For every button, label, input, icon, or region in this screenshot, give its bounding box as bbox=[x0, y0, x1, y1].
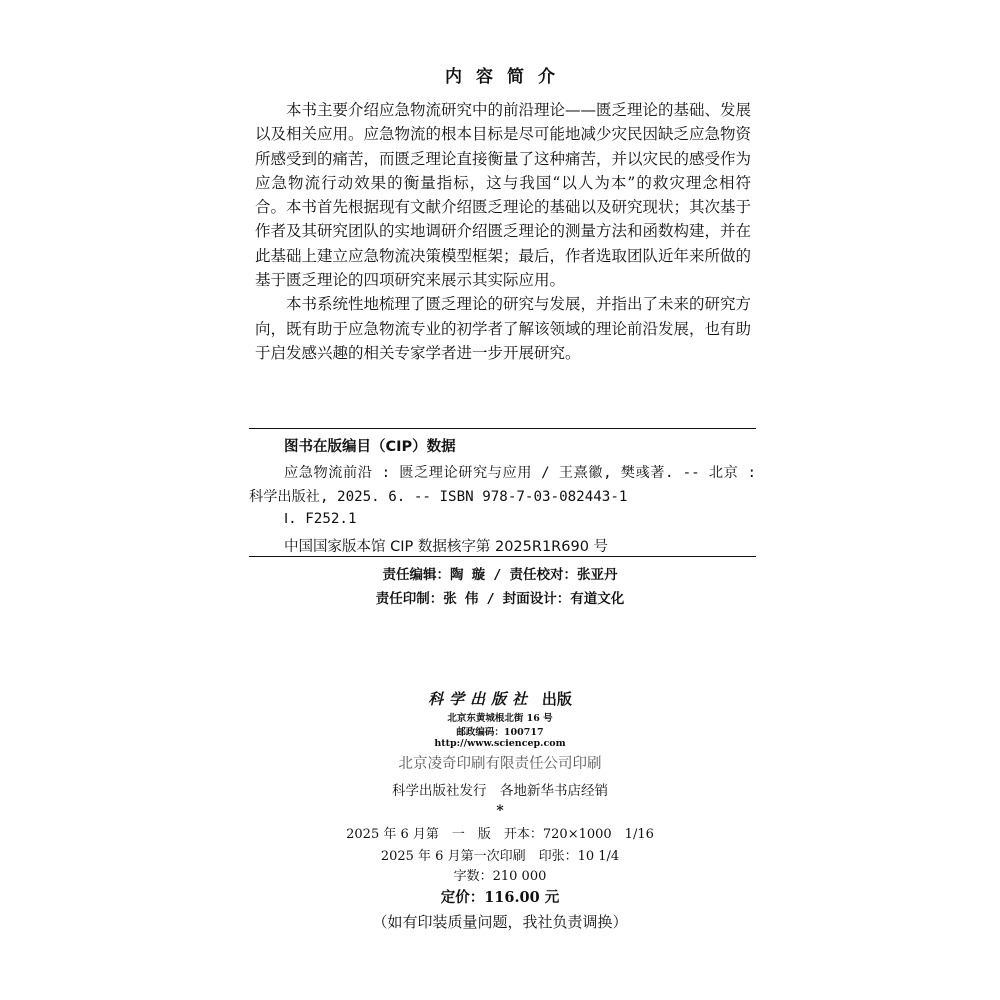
edition-line-2: 2025 年 6 月第一次印刷 印张：10 1/4 bbox=[380, 849, 620, 864]
staff-credits-production: 责任印制：张 伟 / 封面设计：有道文化 bbox=[375, 591, 625, 607]
publisher-url: http://www.sciencep.com bbox=[434, 738, 566, 749]
staff-credits-editors: 责任编辑：陶 璇 / 责任校对：张亚丹 bbox=[382, 567, 618, 583]
publisher-suffix: 出版 bbox=[541, 690, 572, 708]
publisher-postcode: 邮政编码：100717 bbox=[456, 727, 544, 738]
distribution-line: 科学出版社发行 各地新华书店经销 bbox=[392, 783, 608, 799]
quality-notice: （如有印装质量问题，我社负责调换） bbox=[372, 913, 628, 931]
publisher-logo-text: 科学出版社 bbox=[428, 690, 534, 708]
publisher-name bbox=[0, 688, 1000, 709]
intro-title: 内容简介 bbox=[445, 67, 569, 87]
intro-body bbox=[255, 98, 751, 365]
word-count: 字数：210 000 bbox=[453, 869, 547, 884]
cip-heading: 图书在版编目（CIP）数据 bbox=[284, 439, 456, 455]
cip-record-number: 中国国家版本馆 CIP 数据核字第 2025R1R690 号 bbox=[284, 539, 609, 555]
intro-paragraph-2: 本书系统性地梳理了匮乏理论的研究与发展，并指出了未来的研究方向，既有助于应急物流专业的初学者了解该领域的理论前沿发展，也有助于启发感兴趣的相关专家学者进一步开展研究。 bbox=[255, 295, 752, 362]
publisher-address: 北京东黄城根北街 16 号 bbox=[447, 713, 553, 724]
cip-data-block bbox=[249, 428, 756, 557]
cip-classification: Ⅰ. F252.1 bbox=[284, 511, 357, 527]
cip-description: 应急物流前沿 : 匮乏理论研究与应用 / 王熹徽, 樊彧著. -- 北京 : 科学出版社, 2025. 6. -- ISBN 978-7-03-082443-1 bbox=[249, 465, 756, 505]
printer-line: 北京凌奇印刷有限责任公司印刷 bbox=[398, 756, 602, 772]
edition-line-1: 2025 年 6 月第 一 版 开本：720×1000 1/16 bbox=[346, 827, 654, 842]
intro-paragraph-1: 本书主要介绍应急物流研究中的前沿理论——匮乏理论的基础、发展以及相关应用。应急物流的根本目标是尽可能地减少灾民因缺乏应急物资所感受到的痛苦，而匮乏理论直接衡量了这种痛苦，并以灾民的感受作为应急物流行动效果的衡量指标，这与我国“以人为本”的救灾理念相符合。本书首先根据现有文献介绍匮乏理论的基础以及研究现状；其次基于作者及其研究团队的实地调研介绍匮乏理论的测量方法和函数构建，并在此基础上建立应急物流决策模型框架；最后，作者选取团队近年来所做的基于匮乏理论的四项研究来展示其实际应用。 bbox=[255, 101, 752, 290]
separator-star: * bbox=[496, 803, 504, 819]
price: 定价：116.00 元 bbox=[440, 889, 560, 906]
